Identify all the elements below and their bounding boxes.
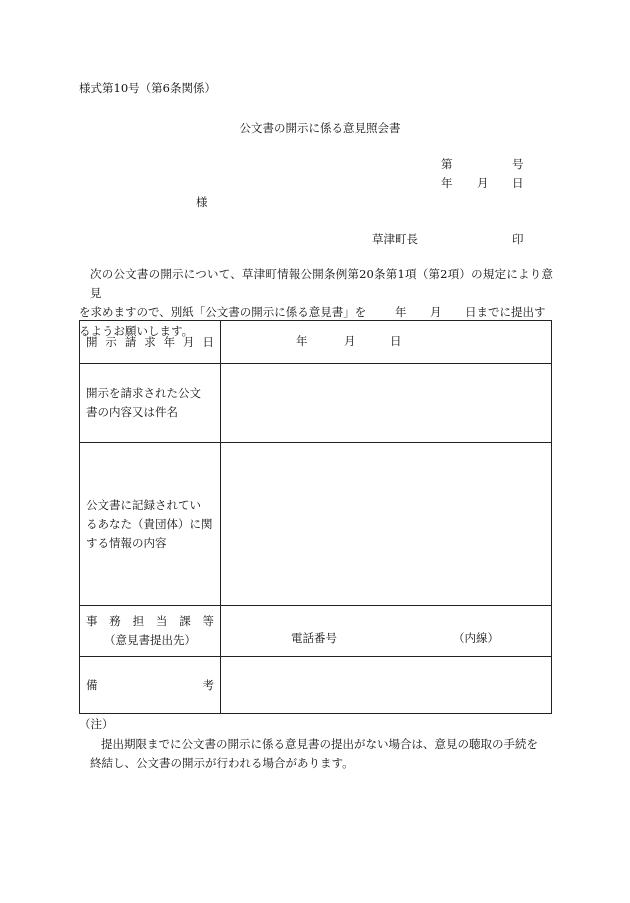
row-remarks [80, 657, 552, 714]
value-request-date[interactable] [221, 321, 552, 364]
row-request-date [80, 321, 552, 364]
value-department[interactable] [221, 606, 552, 657]
body-line-3: るようお願いします。 [79, 324, 194, 338]
row-recorded-info [80, 443, 552, 606]
seal-mark: 印 [512, 232, 524, 246]
value-remarks[interactable] [221, 657, 552, 714]
note-text: 提出期限までに公文書の開示に係る意見書の提出がない場合は、意見の聴取の手続を 終結し、公文書の開示が行われる場合があります。 [90, 737, 538, 770]
document-title: 公文書の開示に係る意見照会書 [239, 121, 401, 135]
extension-label: （内線） [453, 631, 499, 645]
date-month: 月 [477, 176, 489, 190]
note-heading: （注） [79, 717, 114, 731]
form-number: 様式第10号（第6条関係） [79, 81, 216, 95]
value-document-name[interactable] [221, 364, 552, 443]
addressee-suffix: 様 [196, 195, 208, 209]
doc-number-dai: 第 [441, 157, 453, 171]
row-department [80, 606, 552, 657]
label-department: 事 務 担 当 課 等 （意見書提出先） [80, 606, 221, 657]
request-month: 月 [344, 333, 356, 348]
label-document-name: 開示を請求された公文 書の内容又は件名 [80, 364, 221, 443]
form-table [79, 320, 552, 714]
phone-label: 電話番号 [291, 631, 337, 645]
body-line-1: 次の公文書の開示について、草津町情報公開条例第20条第1項（第2項）の規定により意見 [90, 267, 553, 300]
label-request-date: 開 示 請 求 年 月 日 [80, 321, 221, 364]
doc-number-go: 号 [512, 157, 524, 171]
sender-name: 草津町長 [372, 232, 418, 246]
body-line-2: を求めますので、別紙「公文書の開示に係る意見書」を 年 月 日までに提出す [79, 305, 546, 319]
request-day: 日 [390, 333, 402, 348]
label-remarks: 備 考 [80, 657, 221, 714]
row-document-name [80, 364, 552, 443]
value-recorded-info[interactable] [221, 443, 552, 606]
label-recorded-info: 公文書に記録されてい るあなた（貴団体）に関 する情報の内容 [80, 443, 221, 606]
request-year: 年 [296, 333, 308, 348]
date-year: 年 [441, 176, 453, 190]
date-day: 日 [512, 176, 524, 190]
